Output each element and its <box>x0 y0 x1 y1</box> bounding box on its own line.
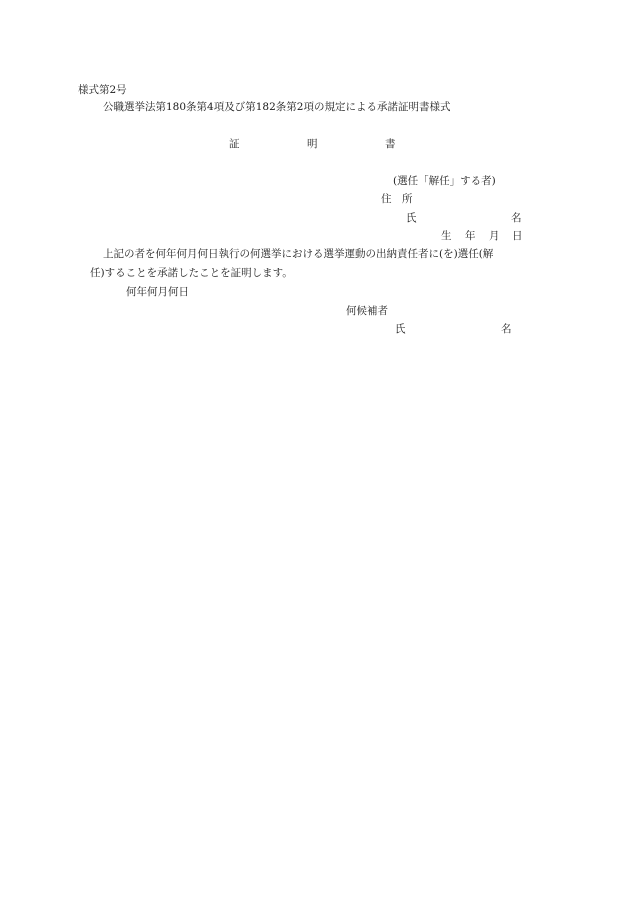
name-label-last: 名 <box>511 212 522 224</box>
certification-date: 何年何月何日 <box>126 286 189 298</box>
form-number: 様式第2号 <box>78 84 127 96</box>
birthdate-char-year: 年 <box>465 230 476 242</box>
certification-body-line-1: 上記の者を何年何月何日執行の何選挙における選挙運動の出納責任者に(を)選任(解 <box>103 248 494 260</box>
candidate-name-last: 名 <box>501 323 512 335</box>
address-label: 住 所 <box>381 193 413 205</box>
appointee-header: (選任「解任」する者) <box>393 175 496 187</box>
form-subtitle: 公職選挙法第180条第4項及び第182条第2項の規定による承諾証明書様式 <box>103 101 451 113</box>
certification-body-line-2: 任)することを承諾したことを証明します。 <box>90 267 293 279</box>
name-label-first: 氏 <box>406 212 417 224</box>
candidate-label: 何候補者 <box>346 305 388 317</box>
document-title-char-2: 明 <box>307 138 318 150</box>
birthdate-char-day: 日 <box>512 230 523 242</box>
birthdate-char-year-prefix: 生 <box>441 230 452 242</box>
birthdate-char-month: 月 <box>489 230 500 242</box>
document-title-char-1: 証 <box>229 138 240 150</box>
candidate-name-first: 氏 <box>395 323 406 335</box>
document-title-char-3: 書 <box>385 138 396 150</box>
